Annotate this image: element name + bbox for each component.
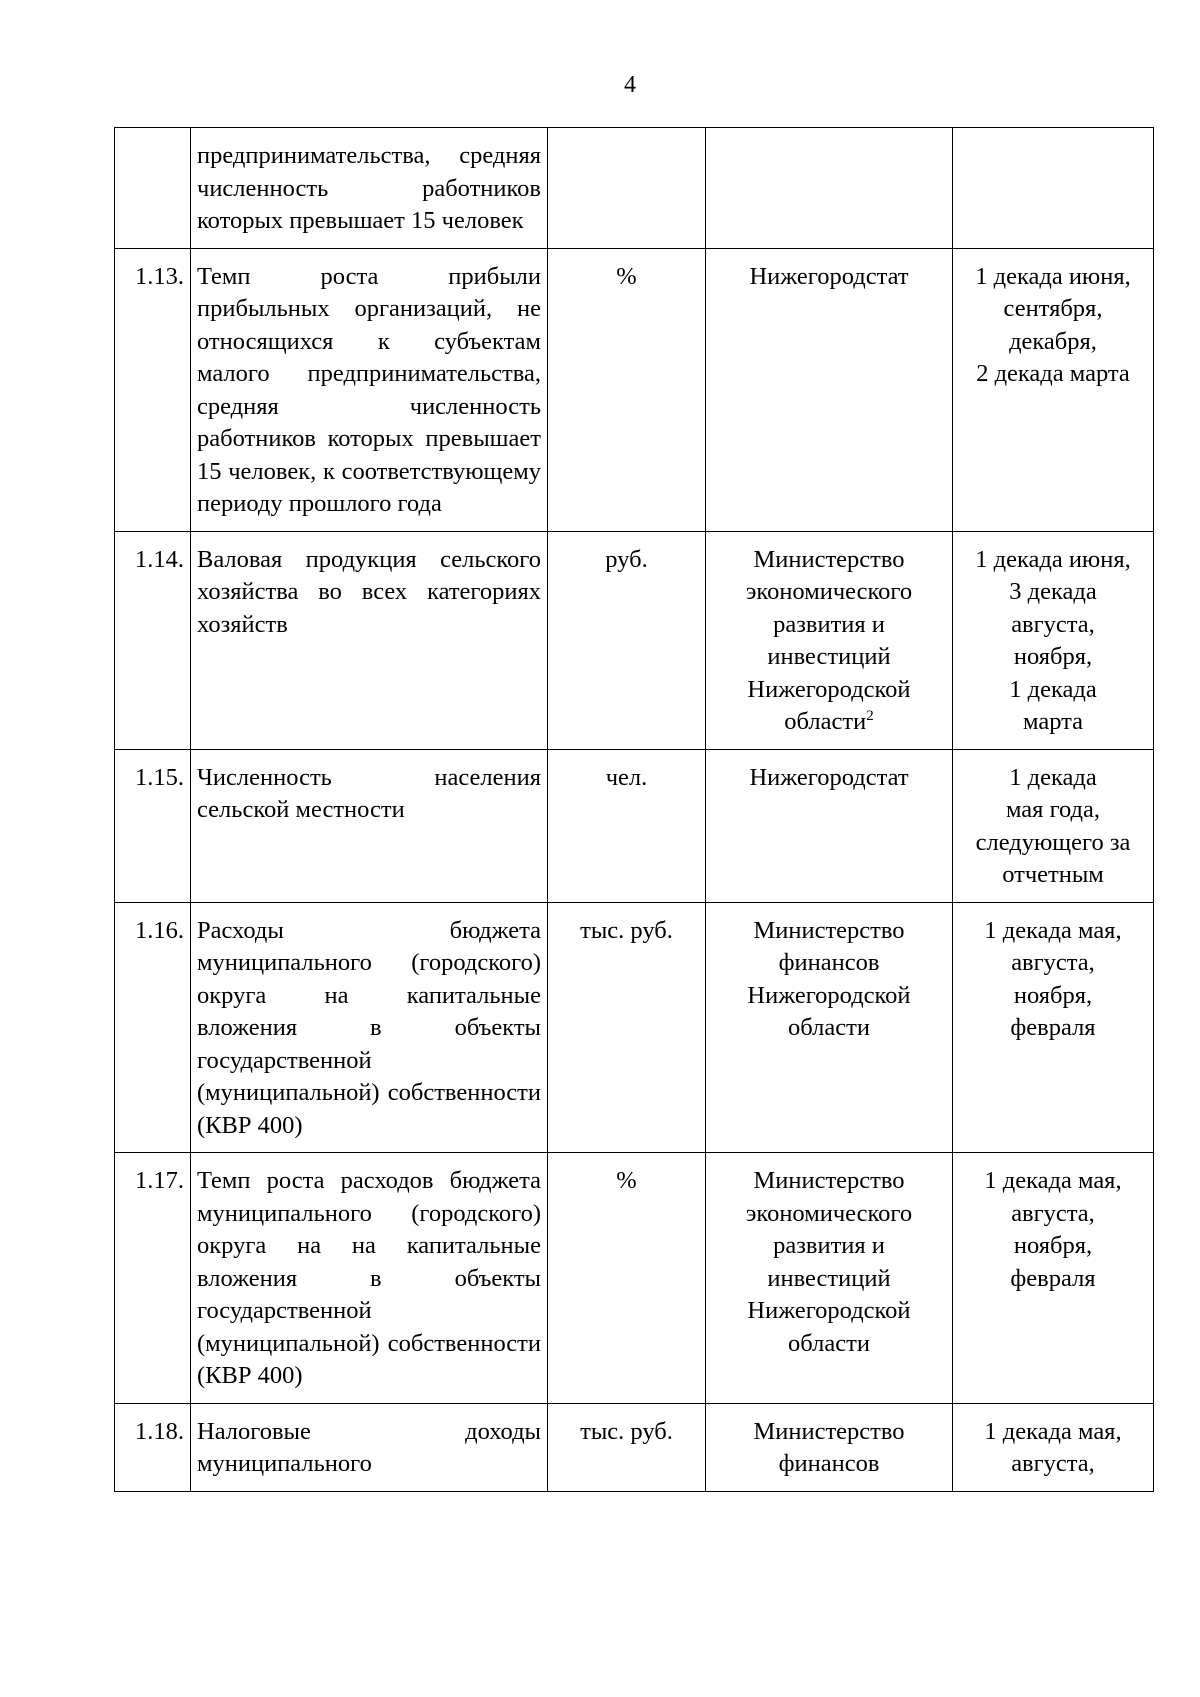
indicator-name: предпринимательства, средняя численность работников которых превышает 15 человек [191,128,548,249]
unit-of-measure: тыс. руб. [548,902,706,1153]
submission-term-line: сентября, [1003,295,1103,322]
submission-term [953,1153,1154,1404]
table-row [115,1403,1154,1491]
data-source-line: Нижегородстат [749,763,909,791]
submission-term-line: 1 декада мая, [984,916,1122,944]
submission-term [953,128,1154,249]
submission-term-line: марта [1022,708,1084,735]
data-source [706,749,953,902]
unit-of-measure: % [548,1153,706,1404]
data-source-line: экономического [745,578,913,605]
submission-term [953,902,1154,1153]
indicator-name: Налоговые доходы муниципального [191,1403,548,1491]
table-row [115,1153,1154,1404]
submission-term [953,248,1154,531]
submission-term-line: отчетным [1002,861,1104,888]
indicators-table [114,127,1154,1492]
data-source-line: финансов [778,949,880,976]
indicator-name: Численность населения сельской местности [191,749,548,902]
indicator-name: Расходы бюджета муниципального (городского) округа на капитальные вложения в объекты государственной (муниципальной) собственности (КВР 400) [191,902,548,1153]
unit-of-measure [548,128,706,249]
table-body [115,128,1154,1492]
row-number: 1.14. [115,531,191,749]
data-source [706,531,953,749]
submission-term [953,1403,1154,1491]
row-number: 1.15. [115,749,191,902]
page-number: 4 [624,72,636,98]
submission-term-line: ноября, [1013,643,1093,670]
indicator-name: Темп роста расходов бюджета муниципального (городского) округа на на капитальные вложения в объекты государственной (муниципальной) собственности (КВР 400) [191,1153,548,1404]
data-source [706,1153,953,1404]
data-source-line: инвестиций [767,643,891,670]
table-row [115,531,1154,749]
submission-term-line: ноября, [1013,1232,1093,1259]
data-source-line: области [788,1329,870,1357]
data-source-line: развития и [773,1232,885,1259]
unit-of-measure: чел. [548,749,706,902]
data-source [706,248,953,531]
footnote-marker: 2 [866,707,874,724]
table-row [115,248,1154,531]
data-source-line: области$^2$ [784,707,874,735]
data-source-line: инвестиций [767,1264,891,1292]
submission-term-line: мая года, [1005,796,1101,823]
table-row [115,902,1154,1153]
indicator-name: Темп роста прибыли прибыльных организаций, не относящихся к субъектам малого предпринимательства, средняя численность работников которых превышает 15 человек, к соответствующему периоду прошлого года [191,248,548,531]
submission-term-line: ноября, [1013,981,1093,1009]
submission-term-line: 1 декада июня, [975,262,1131,290]
submission-term-line: 1 декада [1009,675,1097,703]
data-source-line: финансов [778,1450,880,1477]
row-number: 1.16. [115,902,191,1153]
submission-term-line: 1 декада [1009,763,1097,791]
data-source-line: экономического [745,1199,913,1227]
data-source-line: Нижегородстат [749,262,909,290]
row-number [115,128,191,249]
submission-term-line: февраля [1010,1264,1096,1292]
row-number: 1.18. [115,1403,191,1491]
row-number: 1.13. [115,248,191,531]
data-source [706,1403,953,1491]
unit-of-measure: % [548,248,706,531]
submission-term-line: 1 декада июня, [975,545,1131,573]
submission-term-line: 1 декада мая, [984,1417,1122,1445]
submission-term-line: февраля [1010,1014,1096,1041]
submission-term-line: августа, [1011,949,1095,976]
data-source [706,128,953,249]
data-source-line: Министерство [753,916,905,944]
unit-of-measure: тыс. руб. [548,1403,706,1491]
data-source-line: Нижегородской [747,981,911,1009]
data-source-line: Нижегородской [747,1297,911,1324]
submission-term-line: августа, [1011,1450,1095,1477]
table-row [115,749,1154,902]
data-source-line: развития и [773,610,885,638]
submission-term [953,531,1154,749]
submission-term-line: следующего за [975,828,1131,856]
submission-term-line: 2 декада марта [976,360,1130,387]
indicator-name: Валовая продукция сельского хозяйства во всех категориях хозяйств [191,531,548,749]
submission-term-line: августа, [1011,1199,1095,1227]
data-source-line: области [788,1014,870,1041]
data-source-line: Министерство [753,545,905,573]
submission-term [953,749,1154,902]
submission-term-line: 3 декада [1009,578,1097,605]
data-source-line: Нижегородской [747,675,911,703]
data-source-line: Министерство [753,1417,905,1445]
submission-term-line: декабря, [1009,327,1097,355]
unit-of-measure: руб. [548,531,706,749]
data-source [706,902,953,1153]
row-number: 1.17. [115,1153,191,1404]
submission-term-line: августа, [1011,610,1095,638]
data-source-line: Министерство [753,1167,905,1194]
submission-term-line: 1 декада мая, [984,1167,1122,1194]
table-row [115,128,1154,249]
